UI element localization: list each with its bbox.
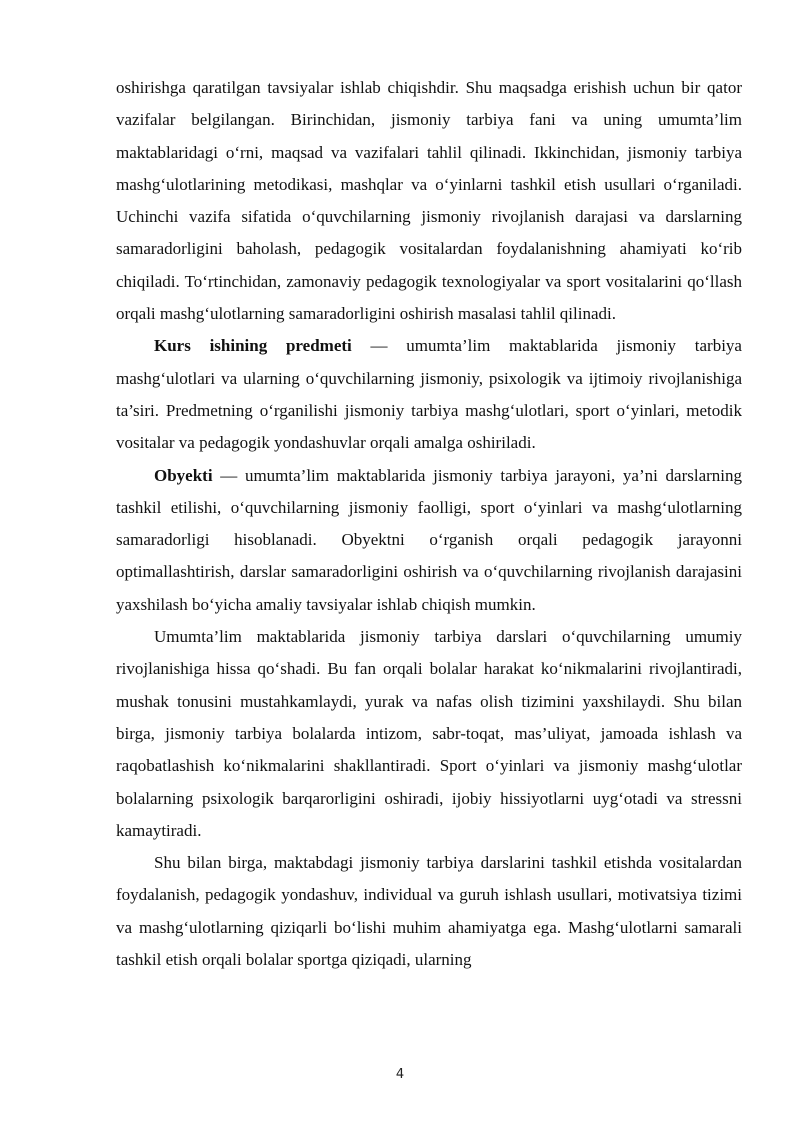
paragraph-development (116, 621, 742, 847)
page-body (116, 72, 742, 976)
paragraph-tasks (116, 72, 742, 330)
paragraph-text: Umumta’lim maktablarida jismoniy tarbiya darslari o‘quvchilarning umumiy rivojlanishiga hissa qo‘shadi. Bu fan orqali bolalar harakat ko‘nikmalarini rivojlantiradi, mushak tonusini mustahkamlaydi, yurak va nafas olish tizimini yaxshilaydi. Shu bilan birga, jismoniy tarbiya bolalarda intizom, sabr-toqat, mas’uliyat, jamoada ishlash va raqobatlashish ko‘nikmalarini shakllantiradi. Sport o‘yinlari va jismoniy mashg‘ulotlar bolalarning psixologik barqarorligini oshiradi, ijobiy hissiyotlarni uyg‘otadi va stressni kamaytiradi. (116, 627, 742, 840)
paragraph-lead-object: Obyekti (154, 465, 213, 485)
paragraph-text: Shu bilan birga, maktabdagi jismoniy tarbiya darslarini tashkil etishda vositalardan foydalanish, pedagogik yondashuv, individual va guruh ishlash usullari, motivatsiya tizimi va mashg‘ulotlarning qiziqarli bo‘lishi muhim ahamiyatga ega. Mashg‘ulotlarni samarali tashkil etish orqali bolalar sportga qiziqadi, ularning (116, 853, 742, 970)
paragraph-subject (116, 330, 742, 459)
paragraph-text: oshirishga qaratilgan tavsiyalar ishlab chiqishdir. Shu maqsadga erishish uchun bir qator vazifalar belgilangan. Birinchidan, jismoniy tarbiya fani va uning umumta’lim maktablaridagi o‘rni, maqsad va vazifalari tahlil qilinadi. Ikkinchidan, jismoniy tarbiya mashg‘ulotlarining metodikasi, mashqlar va o‘yinlarni tashkil etish usullari o‘rganiladi. Uchinchi vazifa sifatida o‘quvchilarning jismoniy rivojlanish darajasi va darslarning samaradorligini baholash, pedagogik vositalardan foydalanishning ahamiyati ko‘rib chiqiladi. To‘rtinchidan, zamonaviy pedagogik texnologiyalar va sport vositalarini qo‘llash orqali mashg‘ulotlarning samaradorligini oshirish masalasi tahlil qilinadi. (116, 78, 742, 324)
paragraph-organization (116, 847, 742, 976)
paragraph-lead-subject: Kurs ishining predmeti (154, 336, 352, 356)
paragraph-object (116, 460, 742, 621)
paragraph-text: — umumta’lim maktablarida jismoniy tarbiya mashg‘ulotlari va ularning o‘quvchilarning jismoniy, psixologik va ijtimoiy rivojlanishiga ta’siri. Predmetning o‘rganilishi jismoniy tarbiya mashg‘ulotlari, sport o‘yinlari, metodik vositalar va pedagogik yondashuvlar orqali amalga oshiriladi. (116, 336, 742, 453)
page-number: 4 (395, 1067, 405, 1082)
paragraph-text: — umumta’lim maktablarida jismoniy tarbiya jarayoni, ya’ni darslarning tashkil etilishi, o‘quvchilarning jismoniy faolligi, sport o‘yinlari va mashg‘ulotlarning samaradorligi hisoblanadi. Obyektni o‘rganish orqali pedagogik jarayonni optimallashtirish, darslar samaradorligini oshirish va o‘quvchilarning rivojlanish darajasini yaxshilash bo‘yicha amaliy tavsiyalar ishlab chiqish mumkin. (116, 465, 742, 614)
